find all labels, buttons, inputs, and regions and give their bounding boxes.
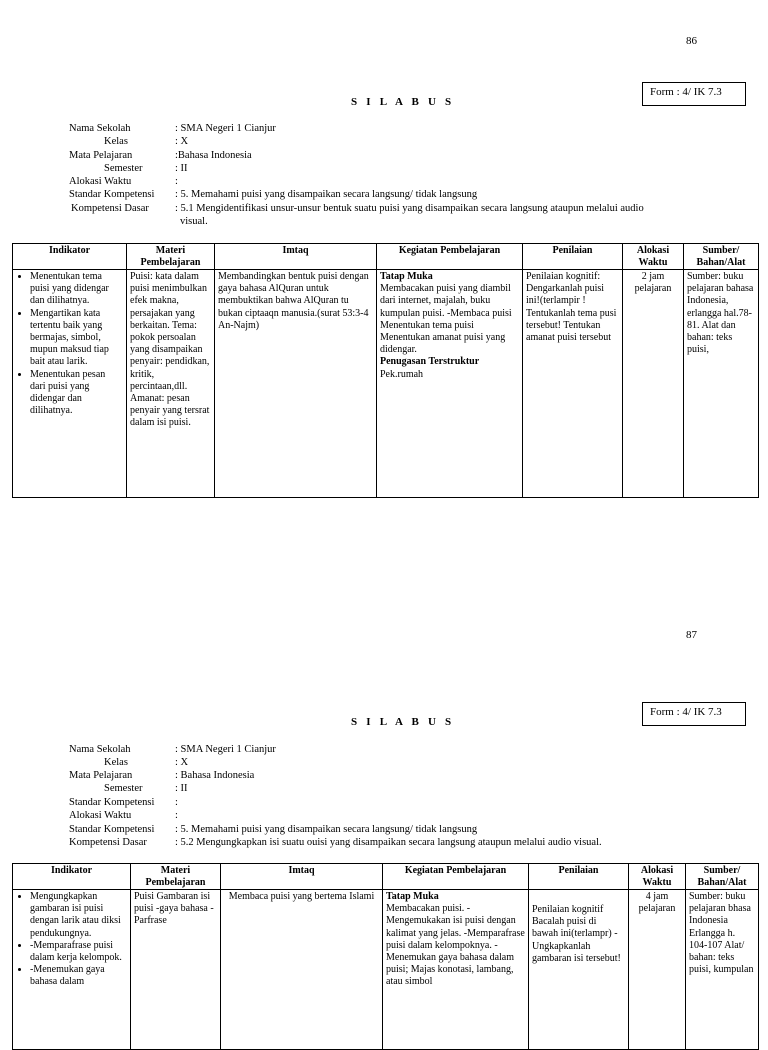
meta-value: : II (175, 163, 188, 174)
cell-imtaq: Membaca puisi yang bertema Islami (221, 890, 383, 1050)
kegiatan-text: Pek.rumah (380, 368, 424, 380)
meta-value: : X (175, 757, 189, 768)
meta-value: : 5.1 Mengidentifikasi unsur-unsur bentuk suatu puisi yang disampaikan secara langsung ataupun melalui audio (175, 203, 644, 214)
kegiatan-text: Membacakan puisi yang diambil dari internet, majalah, buku kumpulan puisi. -Membaca puisi Menentukan tema puisi Menentukan amanat puisi yang didengar. (380, 283, 512, 356)
meta-label: Nama Sekolah (69, 744, 131, 755)
meta-value: : 5. Memahami puisi yang disampaikan secara langsung/ tidak langsung (175, 189, 478, 200)
cell-alokasi: 4 jam pelajaran (629, 890, 686, 1050)
form-label-box: Form : 4/ IK 7.3 (642, 82, 746, 106)
meta-label: Alokasi Waktu (69, 176, 132, 187)
cell-penilaian (523, 270, 623, 498)
meta-value: : II (175, 783, 188, 794)
kegiatan-heading: Tatap Muka (380, 271, 433, 282)
kegiatan-text: Membacakan puisi. -Mengemukakan isi puisi dengan kalimat yang jelas. -Memparafrase puisi dalam kelompoknya. -Menemukan gaya bahasa dalam puisi; Majas konotasi, lambang, atau simbol (386, 903, 525, 988)
syllabus-table (12, 863, 759, 1050)
meta-label: Kelas (104, 136, 128, 147)
header-kegiatan: Kegiatan Pembelajaran (377, 244, 523, 270)
table-header-row (13, 864, 759, 890)
meta-label: Kompetensi Dasar (69, 837, 147, 848)
header-sumber: Sumber/ Bahan/Alat (684, 244, 759, 270)
header-kegiatan: Kegiatan Pembelajaran (383, 864, 529, 890)
penilaian-text: Penilaian kognitif: Dengarkanlah puisi ini!(terlampir ! (526, 271, 605, 307)
table-row (13, 890, 759, 1050)
list-item: • Mengungkapkan gambaran isi puisi dengan larik atau diksi pendukungnya. (30, 891, 127, 940)
page-number: 86 (686, 35, 697, 47)
header-indikator: Indikator (13, 244, 127, 270)
list-item: • -Memparafrase puisi dalam kerja kelompok. (30, 940, 127, 964)
cell-materi: Puisi Gambaran isi puisi -gaya bahasa -Parfrase (131, 890, 221, 1050)
meta-label: Semester (104, 163, 143, 174)
list-item: • Menentukan pesan dari puisi yang didengar dan dilihatnya. (30, 369, 123, 418)
cell-kegiatan (377, 270, 523, 498)
cell-sumber: Sumber: buku pelajaran bahasa Indonesia, erlangga hal.78-81. Alat dan bahan: teks puisi, (684, 270, 759, 498)
meta-value: :Bahasa Indonesia (175, 150, 252, 161)
header-indikator: Indikator (13, 864, 131, 890)
meta-label: Standar Kompetensi (69, 824, 155, 835)
meta-label: Standar Kompetensi (69, 797, 155, 808)
cell-kegiatan (383, 890, 529, 1050)
meta-value: visual. (180, 216, 208, 227)
header-materi: Materi Pembelajaran (131, 864, 221, 890)
meta-value: : (175, 176, 178, 187)
list-item: • -Menemukan gaya bahasa dalam (30, 964, 127, 988)
meta-value: : SMA Negeri 1 Cianjur (175, 123, 276, 134)
cell-indikator (13, 270, 127, 498)
document-title: S I L A B U S (351, 96, 455, 108)
header-sumber: Sumber/ Bahan/Alat (686, 864, 759, 890)
penilaian-text: Tentukanlah tema pusi tersebut! Tentukan amanat puisi tersebut (526, 307, 617, 343)
meta-label: Standar Kompetensi (69, 189, 155, 200)
header-imtaq: Imtaq (221, 864, 383, 890)
page-number: 87 (686, 629, 697, 641)
meta-value: : 5.2 Mengungkapkan isi suatu ouisi yang disampaikan secara langsung ataupun melalui audio visual. (175, 837, 602, 848)
form-label-box: Form : 4/ IK 7.3 (642, 702, 746, 726)
meta-label: Alokasi Waktu (69, 810, 132, 821)
meta-label: Kompetensi Dasar (71, 203, 149, 214)
meta-value: : SMA Negeri 1 Cianjur (175, 744, 276, 755)
cell-materi: Puisi: kata dalam puisi menimbulkan efek makna, persajakan yang berkaitan. Tema: pokok persoalan yang disampaikan penyair: pendidkan, kritik, percintaan,dll. Amanat: pesan penyair yang tersrat dalam isi puisi. (127, 270, 215, 498)
meta-label: Kelas (104, 757, 128, 768)
header-imtaq: Imtaq (215, 244, 377, 270)
syllabus-table (12, 243, 759, 498)
kegiatan-heading: Tatap Muka (386, 891, 439, 902)
list-item: • Menentukan tema puisi yang didengar dan dilihatnya. (30, 271, 123, 308)
meta-value: : (175, 797, 178, 808)
header-penilaian: Penilaian (523, 244, 623, 270)
header-alokasi: Alokasi Waktu (623, 244, 684, 270)
table-header-row (13, 244, 759, 270)
document-title: S I L A B U S (351, 716, 455, 728)
meta-value: : X (175, 136, 189, 147)
header-alokasi: Alokasi Waktu (629, 864, 686, 890)
header-materi: Materi Pembelajaran (127, 244, 215, 270)
meta-label: Mata Pelajaran (69, 770, 133, 781)
cell-imtaq: Membandingkan bentuk puisi dengan gaya bahasa AlQuran untuk membuktikan bahwa AlQuran tu bukan ciptaaqn manusia.(surat 53:3-4 An-Najm) (215, 270, 377, 498)
cell-sumber: Sumber: buku pelajaran bhasa Indonesia Erlangga h. 104-107 Alat/ bahan: teks puisi, kumpulan (686, 890, 759, 1050)
cell-alokasi: 2 jam pelajaran (623, 270, 684, 498)
cell-penilaian: Penilaian kognitif Bacalah puisi di bawah ini(terlampr) -Ungkapkanlah gambaran isi tersebut! (529, 890, 629, 1050)
meta-value: : Bahasa Indonesia (175, 770, 255, 781)
cell-indikator (13, 890, 131, 1050)
meta-value: : (175, 810, 178, 821)
list-item: • Mengartikan kata tertentu baik yang bermajas, simbol, mupun maksud tiap bait atau larik. (30, 308, 123, 369)
meta-value: : 5. Memahami puisi yang disampaikan secara langsung/ tidak langsung (175, 824, 478, 835)
meta-label: Nama Sekolah (69, 123, 131, 134)
meta-label: Mata Pelajaran (69, 150, 133, 161)
header-penilaian: Penilaian (529, 864, 629, 890)
meta-label: Semester (104, 783, 143, 794)
table-row (13, 270, 759, 498)
kegiatan-heading: Penugasan Terstruktur (380, 356, 480, 368)
